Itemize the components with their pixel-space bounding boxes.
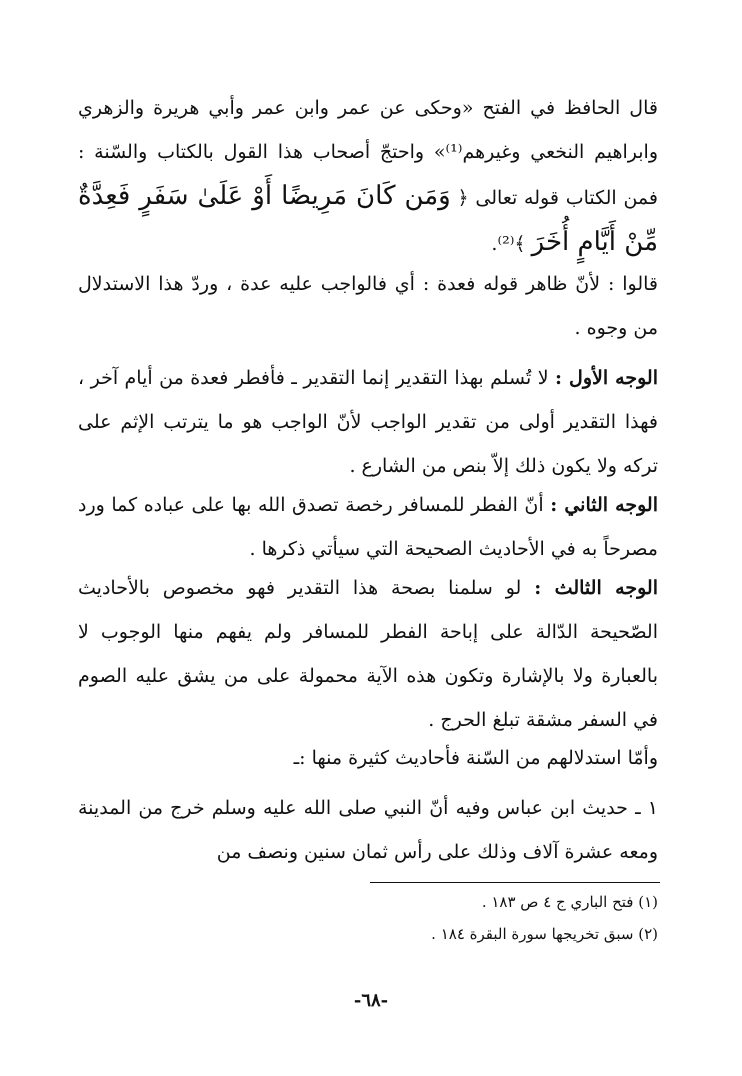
paragraph-hafiz-quote [78, 86, 658, 266]
paragraph-text: قال الحافظ في الفتح «وحكى عن عمر وابن عمر وأبي هريرة والزهري وابراهيم النخعي وغيرهم⁽¹⁾» واحتجّ أصحاب هذا القول بالكتاب والسّنة : فمن الكتاب قوله تعالى ﴿ [78, 97, 658, 209]
paragraph-they-said: قالوا : لأنّ ظاهر قوله فعدة : أي فالواجب عليه عدة ، وردّ هذا الاستدلال من وجوه . [78, 273, 658, 339]
footnote-2: (٢) سبق تخريجها سورة البقرة ١٨٤ . [431, 925, 658, 943]
paragraph-text-end: ﴾⁽²⁾. [491, 233, 526, 255]
footnote-1: (١) فتح الباري ج ٤ ص ١٨٣ . [481, 893, 658, 911]
quran-verse: وَمَن كَانَ مَرِيضًا أَوْ عَلَىٰ سَفَرٍ فَعِدَّةٌ مِّنْ أَيَّامٍ أُخَرَ [78, 181, 658, 257]
footnotes [78, 886, 658, 950]
paragraph-hadith-1: ١ ـ حديث ابن عباس وفيه أنّ النبي صلى الله عليه وسلم خرج من المدينة ومعه عشرة آلاف وذلك على رأس ثمان سنين ونصف من [78, 797, 658, 863]
paragraph-sunnah-evidence: وأمّا استدلالهم من السّنة فأحاديث كثيرة منها :ـ [293, 747, 658, 769]
paragraph-text: لو سلمنا بصحة هذا التقدير فهو مخصوص بالأحاديث الصّحيحة الدّالة على إباحة الفطر للمسافر ولم يفهم منها الوجوب لا بالعبارة ولا بالإشارة وتكون هذه الآية محمولة على من يشق عليه الصوم في السفر مشقة تبلغ الحرج . [78, 577, 658, 731]
paragraph-text: أنّ الفطر للمسافر رخصة تصدق الله بها على عباده كما ورد مصرحاً به في الأحاديث الصحيحة التي سيأتي ذكرها . [78, 494, 658, 560]
footnote-divider [370, 882, 660, 883]
paragraph-third-aspect [78, 566, 658, 742]
paragraph-heading: الوجه الثالث : [534, 577, 658, 599]
paragraph-heading: الوجه الثاني : [550, 494, 658, 516]
page-number: -٦٨- [353, 990, 389, 1011]
paragraph-first-aspect [78, 356, 658, 488]
paragraph-heading: الوجه الأول : [555, 367, 658, 389]
paragraph-text: لا تُسلم بهذا التقدير إنما التقدير ـ فأفطر فعدة من أيام آخر ، فهذا التقدير أولى من تقدير الواجب لأنّ الواجب هو ما يترتب الإثم على تركه ولا يكون ذلك إلاّ بنص من الشارع . [78, 367, 658, 477]
paragraph-second-aspect [78, 483, 658, 571]
